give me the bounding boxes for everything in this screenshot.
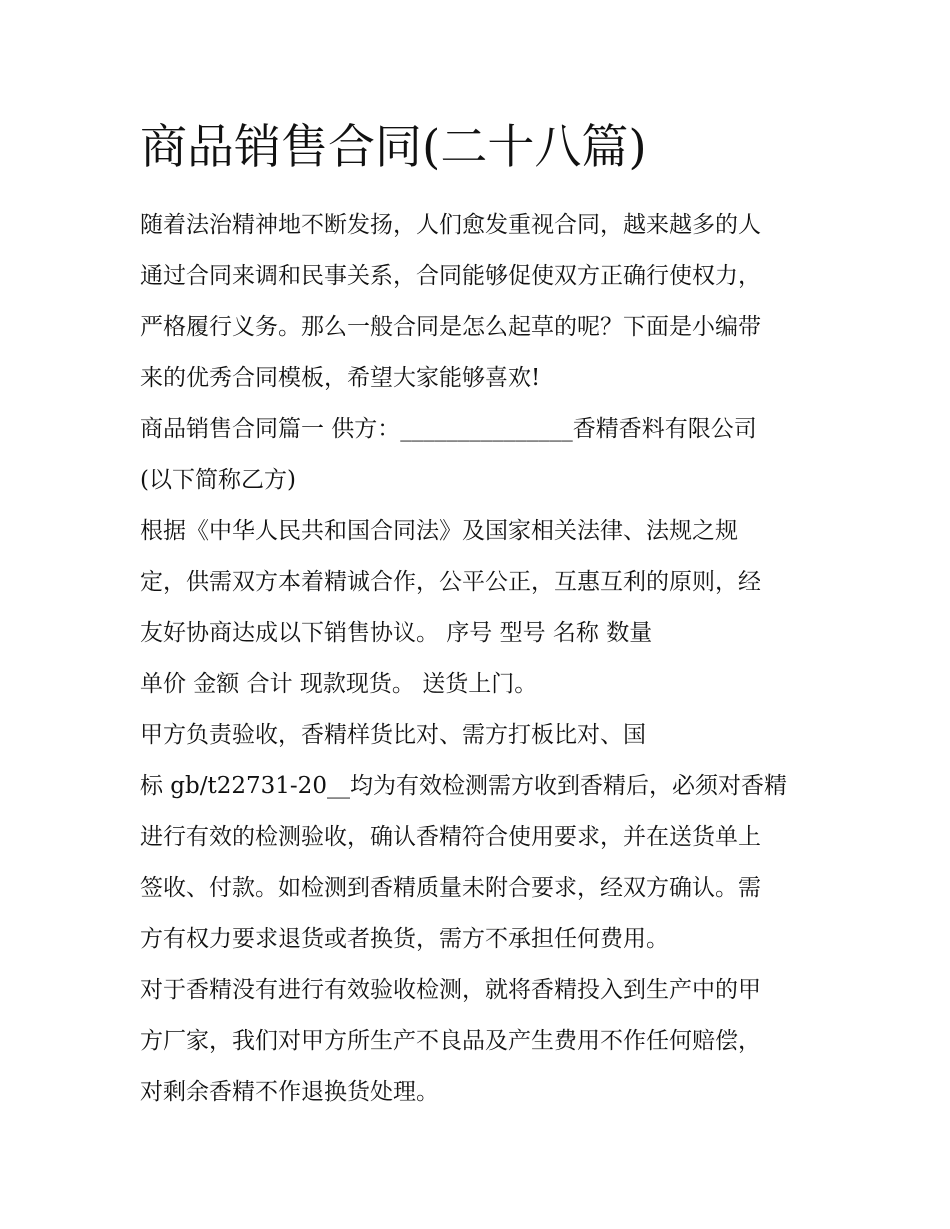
body-line: 商品销售合同篇一 供方：_______________香精香料有限公司 — [140, 416, 757, 442]
body-line: 方有权力要求退货或者换货，需方不承担任何费用。 — [140, 926, 669, 952]
document-body — [140, 200, 830, 1118]
body-line: 签收、付款。如检测到香精质量未附合要求，经双方确认。需 — [140, 875, 761, 901]
body-line: 严格履行义务。那么一般合同是怎么起草的呢？下面是小编带 — [140, 314, 761, 340]
body-line: 根据《中华人民共和国合同法》及国家相关法律、法规之规 — [140, 518, 738, 544]
body-line: 定，供需双方本着精诚合作，公平公正，互惠互利的原则，经 — [140, 569, 761, 595]
body-line: 标 gb/t22731-20__均为有效检测需方收到香精后，必须对香精 — [140, 773, 787, 799]
body-line: 甲方负责验收，香精样货比对、需方打板比对、国 — [140, 722, 646, 748]
body-line: 友好协商达成以下销售协议。 序号 型号 名称 数量 — [140, 620, 653, 646]
body-line: (以下简称乙方) — [140, 467, 296, 493]
body-line: 单价 金额 合计 现款现货。 送货上门。 — [140, 671, 538, 697]
body-line: 对于香精没有进行有效验收检测，就将香精投入到生产中的甲 — [140, 977, 761, 1003]
body-line: 来的优秀合同模板，希望大家能够喜欢! — [140, 365, 541, 391]
body-line: 进行有效的检测验收，确认香精符合使用要求，并在送货单上 — [140, 824, 761, 850]
body-line: 随着法治精神地不断发扬，人们愈发重视合同，越来越多的人 — [140, 212, 761, 238]
body-line: 对剩余香精不作退换货处理。 — [140, 1079, 439, 1105]
page-title: 商品销售合同(二十八篇) — [140, 120, 647, 175]
body-line: 通过合同来调和民事关系，合同能够促使双方正确行使权力， — [140, 263, 761, 289]
body-line: 方厂家，我们对甲方所生产不良品及产生费用不作任何赔偿， — [140, 1028, 761, 1054]
